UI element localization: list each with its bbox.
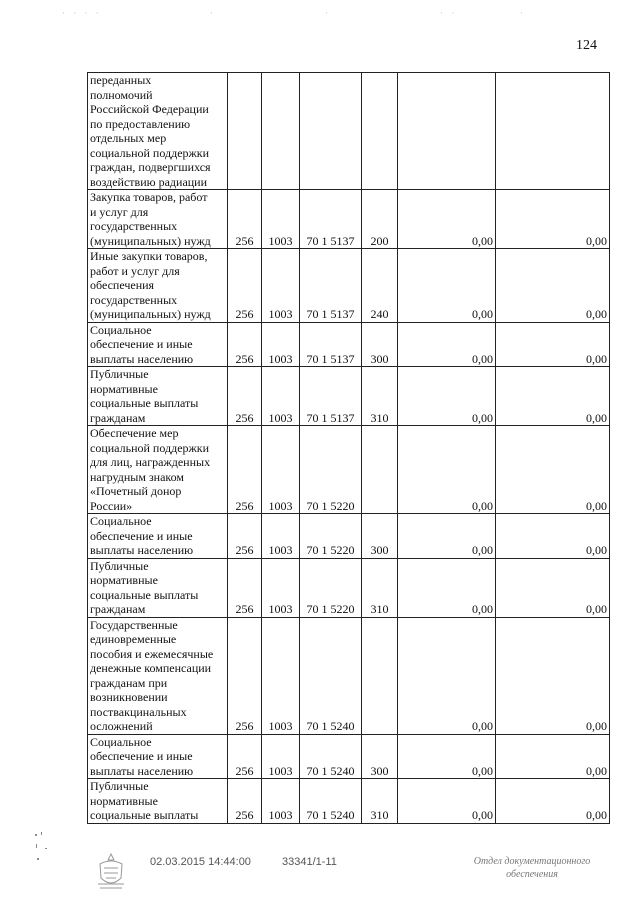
name-line: обеспечение и иные [90,749,193,763]
scan-artifact: · · · · [62,8,102,18]
table-row [88,558,610,617]
cell-sum2: 0,00 [496,617,610,734]
cell-sum2: 0,00 [496,249,610,323]
name-line: обеспечение и иные [90,337,193,351]
footer-document-id: 33341/1-11 [282,856,337,868]
name-line: по предоставлению [90,116,191,131]
cell-sum2: 0,00 [496,190,610,249]
cell-vr [362,617,398,734]
name-line: нагрудным знаком [90,469,185,484]
name-line: социальные выплаты [90,587,199,602]
cell-sum1: 0,00 [398,558,496,617]
cell-rz: 1003 [262,514,300,559]
cell-sum1: 0,00 [398,322,496,367]
name-line: осложнений [90,719,153,733]
cell-sum2: 0,00 [496,514,610,559]
name-line: Публичные [90,779,149,793]
scan-artifact: · [325,8,331,18]
budget-table [87,72,610,824]
name-line: обеспечение и иные [90,528,193,543]
name-line: поствакцинальных [90,704,187,719]
cell-name [88,322,228,367]
name-line: нормативные [90,573,158,587]
cell-ved: 256 [228,734,262,779]
cell-sum2: 0,00 [496,734,610,779]
name-line: социальной поддержки [90,440,210,455]
cell-sum1: 0,00 [398,734,496,779]
name-line: выплаты населению [90,763,194,778]
cell-sum1: 0,00 [398,367,496,426]
cell-ved [228,73,262,190]
cell-rz: 1003 [262,190,300,249]
cell-vr: 240 [362,249,398,323]
cell-name [88,249,228,323]
name-line: социальные выплаты [90,808,199,822]
name-line: гражданам [90,410,146,425]
cell-sum2 [496,73,610,190]
name-line: воздействию радиации [90,174,208,189]
cell-csr: 70 1 5137 [300,322,362,367]
cell-sum2: 0,00 [496,322,610,367]
name-line: Иные закупки товаров, [90,249,208,263]
cell-ved: 256 [228,190,262,249]
table-row [88,734,610,779]
name-line: гражданам [90,602,146,616]
scan-margin-marks [33,830,55,870]
name-line: (муниципальных) нужд [90,233,211,248]
name-line: гражданам при [90,675,168,690]
cell-sum1 [398,73,496,190]
cell-name [88,73,228,190]
cell-vr: 300 [362,514,398,559]
cell-name [88,426,228,514]
cell-ved: 256 [228,779,262,824]
name-line: выплаты населению [90,543,194,557]
cell-name [88,558,228,617]
cell-rz: 1003 [262,249,300,323]
name-line: «Почетный донор [90,484,182,498]
stamp-line: Отдел документационного [473,856,591,867]
name-line: Обеспечение мер [90,426,179,440]
cell-ved: 256 [228,558,262,617]
scan-artifact: · · [440,8,458,18]
cell-rz: 1003 [262,367,300,426]
cell-vr: 200 [362,190,398,249]
cell-csr [300,73,362,190]
cell-csr: 70 1 5137 [300,190,362,249]
scan-artifact: · [520,8,526,18]
table-row [88,514,610,559]
cell-sum1: 0,00 [398,426,496,514]
name-line: возникновении [90,690,168,704]
cell-ved: 256 [228,367,262,426]
name-line: Публичные [90,558,149,573]
name-line: Закупка товаров, работ [90,190,208,204]
cell-rz: 1003 [262,426,300,514]
table-row [88,617,610,734]
cell-name [88,367,228,426]
name-line: полномочий [90,87,153,102]
cell-csr: 70 1 5220 [300,426,362,514]
cell-vr: 300 [362,322,398,367]
name-line: нормативные [90,793,158,808]
cell-vr [362,426,398,514]
cell-vr: 300 [362,734,398,779]
name-line: Социальное [90,322,152,337]
cell-sum2: 0,00 [496,367,610,426]
cell-name [88,617,228,734]
department-stamp [452,855,612,881]
footer-datetime: 02.03.2015 14:44:00 [150,856,251,868]
table-row [88,190,610,249]
cell-ved: 256 [228,249,262,323]
cell-name [88,514,228,559]
name-line: и услуг для [90,204,149,219]
cell-rz: 1003 [262,322,300,367]
name-line: Государственные [90,617,178,632]
table-row [88,322,610,367]
cell-ved: 256 [228,322,262,367]
cell-sum1: 0,00 [398,190,496,249]
cell-csr: 70 1 5220 [300,558,362,617]
name-line: социальные выплаты [90,396,199,410]
cell-csr: 70 1 5137 [300,367,362,426]
cell-rz [262,73,300,190]
cell-vr: 310 [362,558,398,617]
table-row [88,249,610,323]
cell-csr: 70 1 5220 [300,514,362,559]
cell-name [88,779,228,824]
cell-vr: 310 [362,779,398,824]
name-line: нормативные [90,381,158,396]
name-line: Социальное [90,734,152,749]
cell-csr: 70 1 5240 [300,617,362,734]
name-line: денежные компенсации [90,661,212,675]
scan-artifact: · [210,8,216,18]
name-line: выплаты населению [90,351,194,366]
cell-sum1: 0,00 [398,514,496,559]
name-line: переданных [90,73,152,87]
cell-sum2: 0,00 [496,558,610,617]
cell-csr: 70 1 5137 [300,249,362,323]
cell-csr: 70 1 5240 [300,779,362,824]
table-row [88,779,610,824]
cell-sum1: 0,00 [398,617,496,734]
name-line: России» [90,498,133,513]
cell-csr: 70 1 5240 [300,734,362,779]
stamp-line: обеспечения [506,869,558,880]
cell-rz: 1003 [262,617,300,734]
cell-rz: 1003 [262,734,300,779]
name-line: работ и услуг для [90,263,180,278]
cell-sum2: 0,00 [496,779,610,824]
table-row [88,73,610,190]
table-row [88,426,610,514]
table-row [88,367,610,426]
cell-vr: 310 [362,367,398,426]
name-line: единовременные [90,632,177,646]
cell-sum1: 0,00 [398,249,496,323]
coat-of-arms-emblem [94,852,128,892]
name-line: (муниципальных) нужд [90,307,211,321]
name-line: для лиц, награжденных [90,455,211,469]
cell-name [88,734,228,779]
cell-rz: 1003 [262,558,300,617]
cell-ved: 256 [228,617,262,734]
name-line: Российской Федерации [90,102,209,116]
cell-ved: 256 [228,514,262,559]
cell-name [88,190,228,249]
cell-ved: 256 [228,426,262,514]
name-line: Публичные [90,367,149,381]
cell-sum2: 0,00 [496,426,610,514]
name-line: отдельных мер [90,131,167,145]
name-line: граждан, подвергшихся [90,160,211,174]
name-line: государственных [90,219,178,233]
name-line: обеспечения [90,278,155,292]
name-line: пособия и ежемесячные [90,646,214,661]
name-line: социальной поддержки [90,145,210,160]
cell-rz: 1003 [262,779,300,824]
name-line: государственных [90,292,178,307]
cell-sum1: 0,00 [398,779,496,824]
cell-vr [362,73,398,190]
page-number: 124 [576,38,597,53]
name-line: Социальное [90,514,152,528]
